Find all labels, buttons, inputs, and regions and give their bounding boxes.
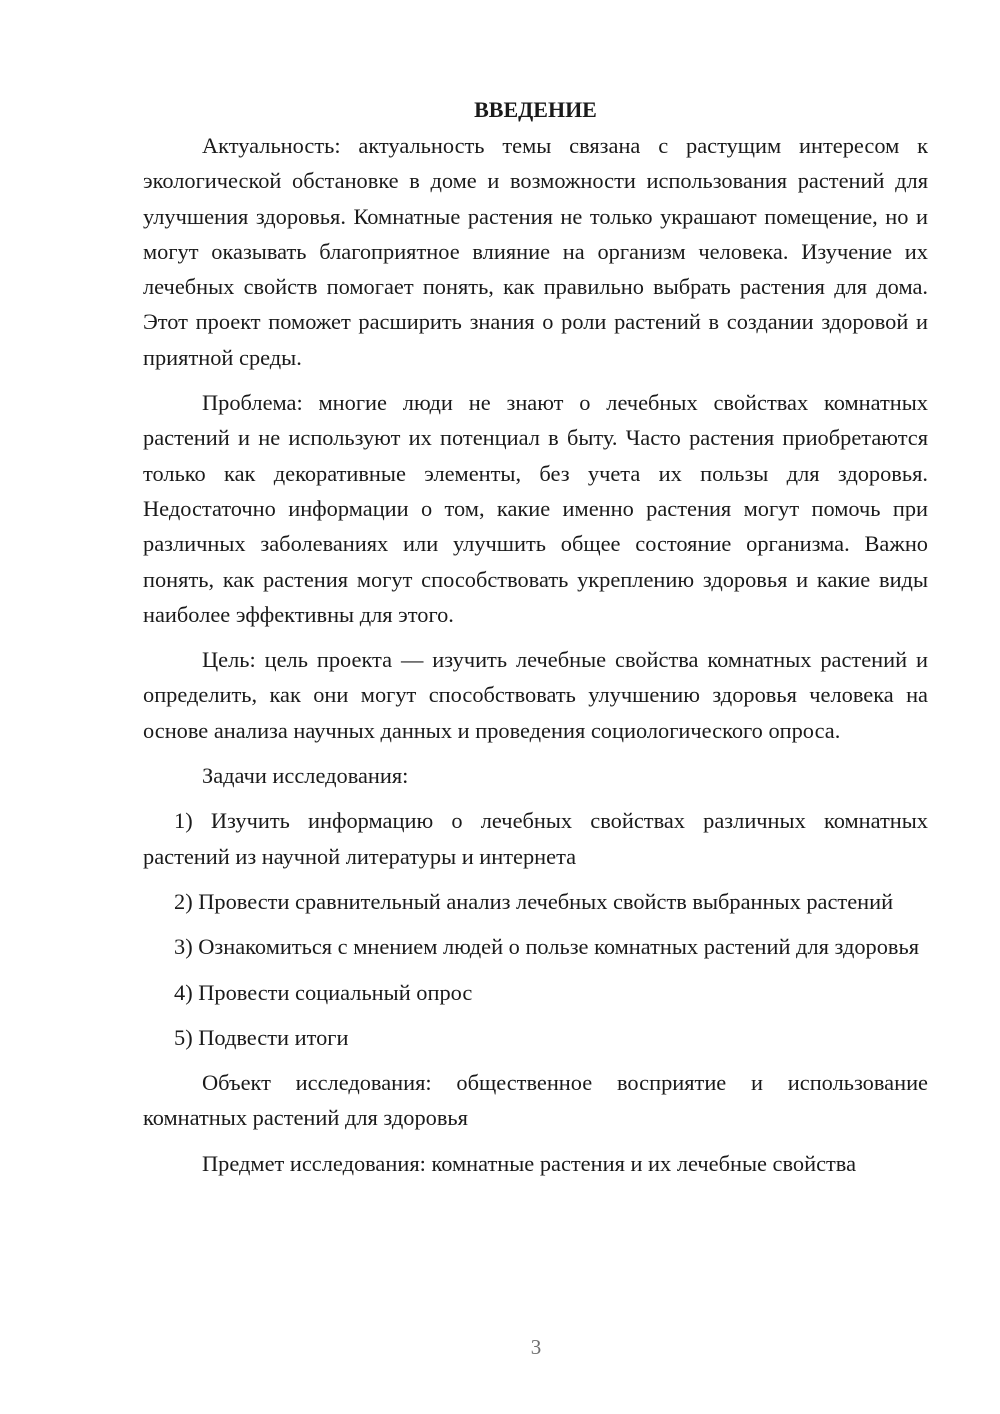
subject-paragraph: Предмет исследования: комнатные растения и их лечебные свойства xyxy=(202,1150,857,1176)
object-paragraph: Объект исследования: общественное восприятие и использование комнатных растений для здоровья xyxy=(143,1070,928,1131)
page-number: 3 xyxy=(530,1335,542,1359)
problem-paragraph: Проблема: многие люди не знают о лечебных свойствах комнатных растений и не используют их потенциал в быту. Часто растения приобретаются только как декоративные элементы, без учета их пользы для здоровья. Недостаточно информации о том, какие именно растения могут помочь при различных заболеваниях или улучшить общее состояние организма. Важно понять, как растения могут способствовать укреплению здоровья и какие виды наиболее эффективны для этого. xyxy=(143,390,928,627)
task-item-4: 4) Провести социальный опрос xyxy=(174,979,473,1005)
section-title: ВВЕДЕНИЕ xyxy=(474,97,597,122)
document-page xyxy=(143,93,928,1191)
task-item-1: 1) Изучить информацию о лечебных свойствах различных комнатных растений из научной литературы и интернета xyxy=(143,808,928,869)
goal-paragraph: Цель: цель проекта — изучить лечебные свойства комнатных растений и определить, как они могут способствовать улучшению здоровья человека на основе анализа научных данных и проведения социологического опроса. xyxy=(143,647,928,743)
task-item-3: 3) Ознакомиться с мнением людей о пользе комнатных растений для здоровья xyxy=(174,934,920,960)
tasks-list xyxy=(143,803,928,1055)
tasks-heading: Задачи исследования: xyxy=(202,763,409,789)
task-item-5: 5) Подвести итоги xyxy=(174,1024,349,1050)
task-item-2: 2) Провести сравнительный анализ лечебных свойств выбранных растений xyxy=(174,888,894,914)
relevance-paragraph: Актуальность: актуальность темы связана с растущим интересом к экологической обстановке в доме и возможности использования растений для улучшения здоровья. Комнатные растения не только украшают помещение, но и могут оказывать благоприятное влияние на организм человека. Изучение их лечебных свойств помогает понять, как правильно выбрать растения для дома. Этот проект поможет расширить знания о роли растений в создании здоровой и приятной среды. xyxy=(143,133,928,370)
